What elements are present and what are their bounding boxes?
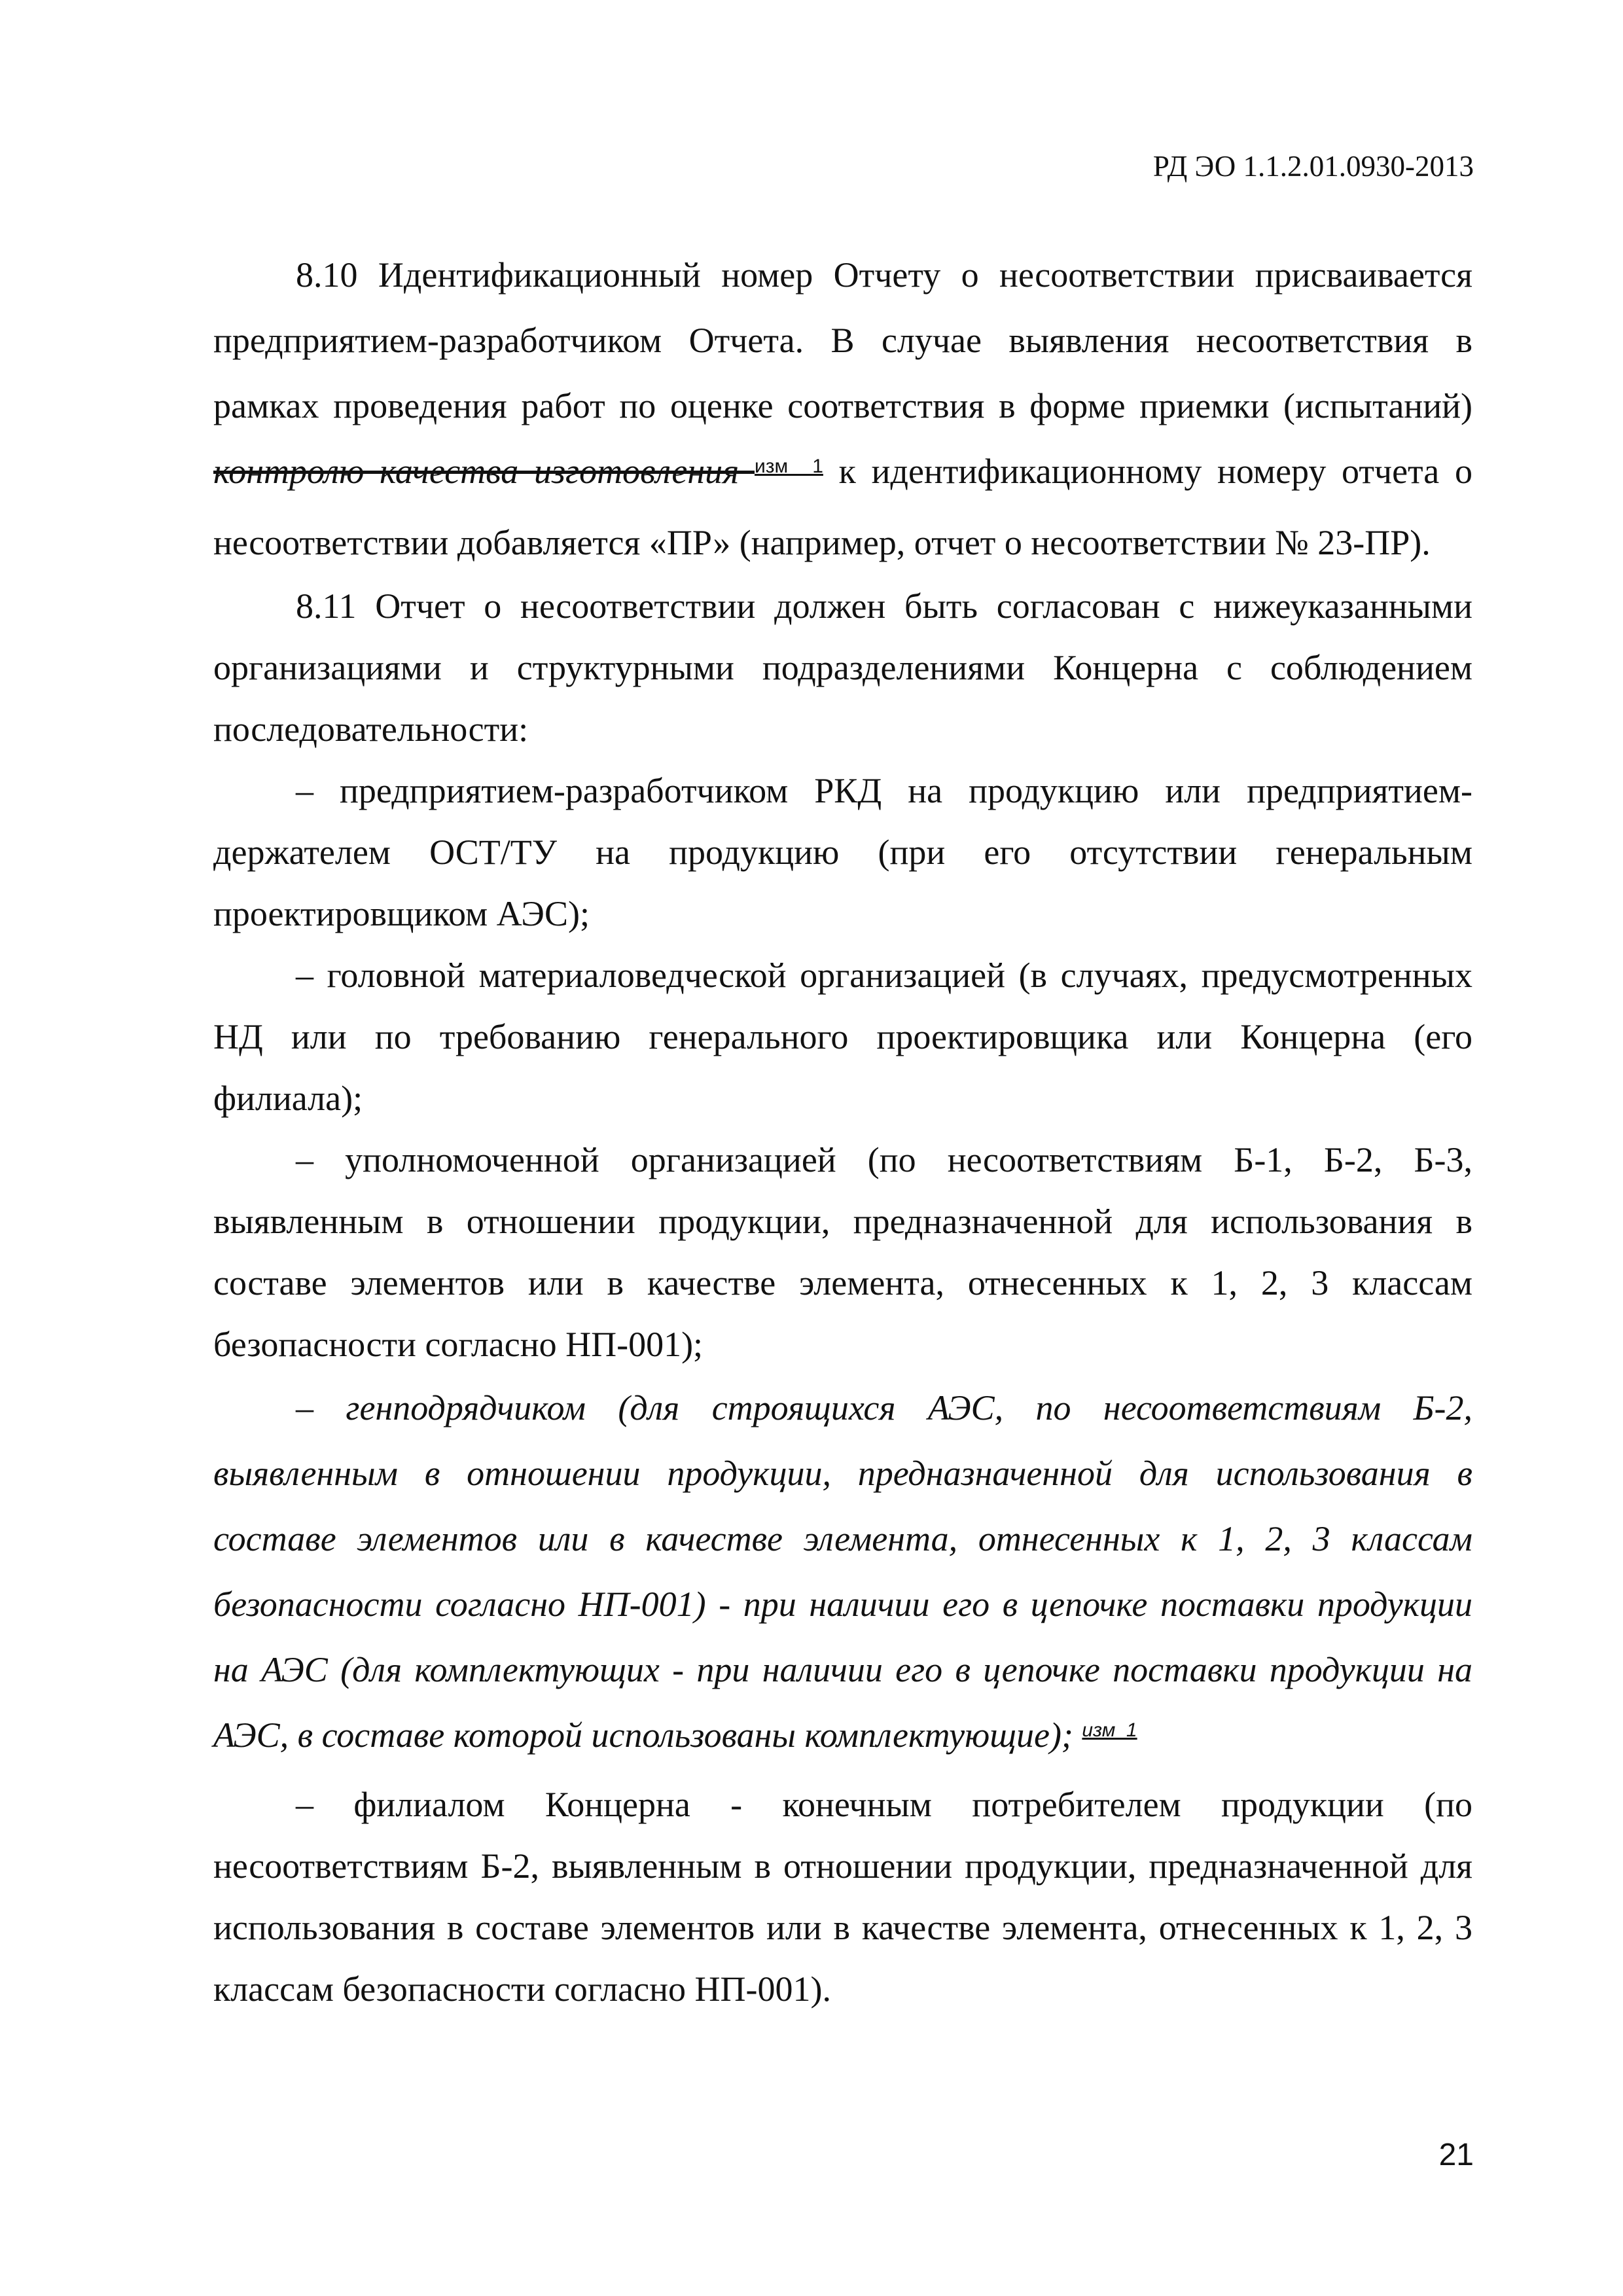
page-content: [213, 242, 1472, 2020]
amendment-mark-2: изм 1: [1082, 1719, 1137, 1741]
paragraph-8-10-text-b: к идентификационному номеру отчета о несоответствии добавляется «ПР» (например, отчет о несоответствии № 23-ПР).: [213, 452, 1472, 562]
page-number: 21: [1438, 2138, 1474, 2172]
document-code: РД ЭО 1.1.2.01.0930-2013: [1152, 150, 1474, 183]
list-item-developer: – предприятием-разработчиком РКД на продукцию или предприятием-держателем ОСТ/ТУ на продукцию (при его отсутствии генеральным проектировщиком АЭС);: [213, 771, 1472, 933]
list-item-general-contractor: [213, 1375, 1472, 1774]
list-item-materials-org: – головной материаловедческой организацией (в случаях, предусмотренных НД или по требованию генерального проектировщика или Концерна (его филиала);: [213, 956, 1472, 1118]
list-item-concern-branch: – филиалом Концерна - конечным потребителем продукции (по несоответствиям Б-2, выявленным в отношении продукции, предназначенной для использования в составе элементов или в качестве элемента, отнесенных к 1, 2, 3 классам безопасности согласно НП-001).: [213, 1785, 1472, 2009]
list-item-authorized-org: – уполномоченной организацией (по несоответствиям Б-1, Б-2, Б-3, выявленным в отношении продукции, предназначенной для использования в составе элементов или в качестве элемента, отнесенных к 1, 2, 3 классам безопасности согласно НП-001);: [213, 1140, 1472, 1364]
list-item-general-contractor-text: – генподрядчиком (для строящихся АЭС, по несоответствиям Б-2, выявленным в отношении продукции, предназначенной для использования в составе элементов или в качестве элемента, отнесенных к 1, 2, 3 классам безопасности согласно НП-001) - при наличии его в цепочке поставки продукции на АЭС (для комплектующих - при наличии его в цепочке поставки продукции на АЭС, в составе которой использованы комплектующие);: [213, 1388, 1472, 1755]
paragraph-8-10-text-a: 8.10 Идентификационный номер Отчету о несоответствии присваивается предприятием-разработчиком Отчета. В случае выявления несоответствия в рамках проведения работ по оценке соответствия в форме приемки (испытаний): [213, 255, 1472, 425]
paragraph-8-11: 8.11 Отчет о несоответствии должен быть согласован с нижеуказанными организациями и структурными подразделениями Концерна с соблюдением последовательности:: [213, 586, 1472, 749]
struck-text: контролю качества изготовления: [213, 452, 755, 491]
paragraph-8-10: [213, 242, 1472, 575]
amendment-mark: изм 1: [754, 456, 823, 477]
